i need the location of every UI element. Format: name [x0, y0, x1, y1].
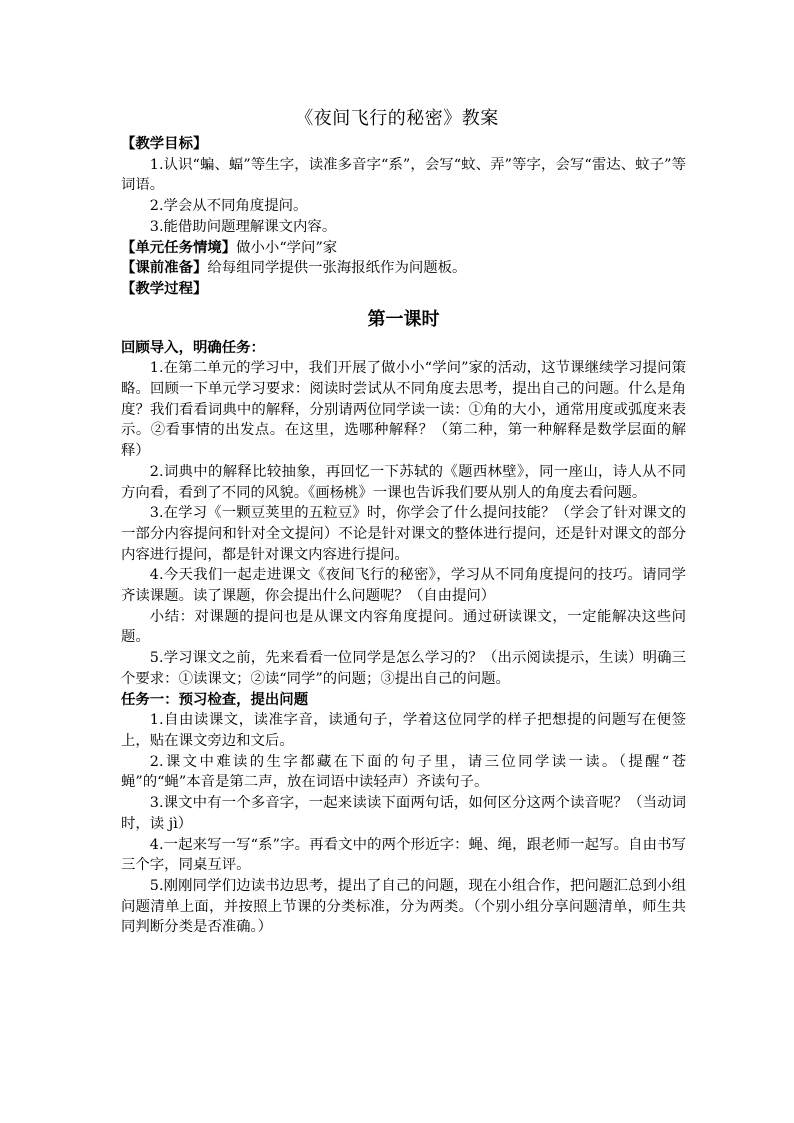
objective-item: 2.学会从不同角度提问。 — [149, 198, 308, 215]
summary-paragraph: 小结：对课题的提问也是从课文内容角度提问。通过研读课文，一定能解决这些问题。 — [121, 608, 686, 646]
paragraph: 4.一起来写一写“系”字。再看文中的两个形近字：蝇、绳，跟老师一起写。自由书写三个字，同桌互评。 — [121, 836, 686, 874]
paragraph: 5.刚刚同学们边读书边思考，提出了自己的问题，现在小组合作，把问题汇总到小组问题清单上面，并按照上节课的分类标准，分为两类。（个别小组分享问题清单，师生共同判断分类是否准确。） — [121, 877, 686, 936]
paragraph: 2.课文中难读的生字都藏在下面的句子里，请三位同学读一读。（提醒“苍蝇”的“蝇”本音是第二声，放在词语中读轻声）齐读句子。 — [121, 753, 686, 791]
prep-line — [121, 258, 686, 279]
objectives-label: 【教学目标】 — [121, 136, 208, 152]
objectives-heading — [121, 134, 686, 155]
unit-task-line — [121, 238, 686, 259]
process-heading — [121, 279, 686, 300]
paragraph: 1.自由读课文，读准字音，读通句子，学着这位同学的样子把想提的问题写在便签上，贴在课文旁边和文后。 — [121, 712, 686, 749]
paragraph: 2.词典中的解释比较抽象，再回忆一下苏轼的《题西林壁》，同一座山，诗人从不同方向看，看到了不同的风貌。《画杨桃》一课也告诉我们要从别人的角度去看问题。 — [121, 463, 686, 501]
prep-text: 给每组同学提供一张海报纸作为问题板。 — [207, 260, 467, 277]
document-title: 《夜间飞行的秘密》教案 — [295, 108, 499, 129]
paragraph: 3.课文中有一个多音字，一起来读读下面两句话，如何区分这两个读音呢？（当动词时，读 jì） — [121, 795, 686, 832]
prep-label: 【课前准备】 — [121, 260, 208, 277]
document-body — [121, 134, 686, 938]
section-heading: 回顾导入，明确任务： — [121, 339, 265, 356]
paragraph: 1.在第二单元的学习中，我们开展了做小小“学问”家的活动，这节课继续学习提问策略。回顾一下单元学习要求：阅读时尝试从不同角度去思考，提出自己的问题。什么是角度？我们看看词典中的解释，分别请两位同学读一读：①角的大小，通常用度或弧度来表示。②看事情的出发点。在这里，选哪种解释？（第二种，第一种解释是数学层面的解释） — [121, 360, 686, 460]
paragraph: 3.在学习《一颗豆荚里的五粒豆》时，你学会了什么提问技能？（学会了针对课文的一部分内容提问和针对全文提问）不论是针对课文的整体进行提问，还是针对课文的部分内容进行提问，都是针对课文内容进行提问。 — [121, 505, 686, 563]
lesson-heading: 第一课时 — [367, 308, 440, 330]
process-label: 【教学过程】 — [121, 280, 208, 297]
paragraph: 4.今天我们一起走进课文《夜间飞行的秘密》，学习从不同角度提问的技巧。请同学齐读课题。读了课题，你会提出什么问题呢？（自由提问） — [121, 567, 686, 605]
objective-item: 3.能借助问题理解课文内容。 — [149, 218, 337, 235]
unit-task-label: 【单元任务情境】 — [121, 239, 237, 256]
objective-item: 1.认识“蝙、蝠”等生字，读准多音字“系”，会写“蚊、弄”等字，会写“雷达、蚊子”等词语。 — [121, 156, 686, 194]
unit-task-text: 做小小“学问”家 — [236, 239, 338, 256]
section-heading: 任务一：预习检查，提出问题 — [121, 691, 309, 708]
paragraph: 5.学习课文之前，先来看看一位同学是怎么学习的？（出示阅读提示，生读）明确三个要求：①读课文；②读“同学”的问题；③提出自己的问题。 — [121, 650, 686, 687]
